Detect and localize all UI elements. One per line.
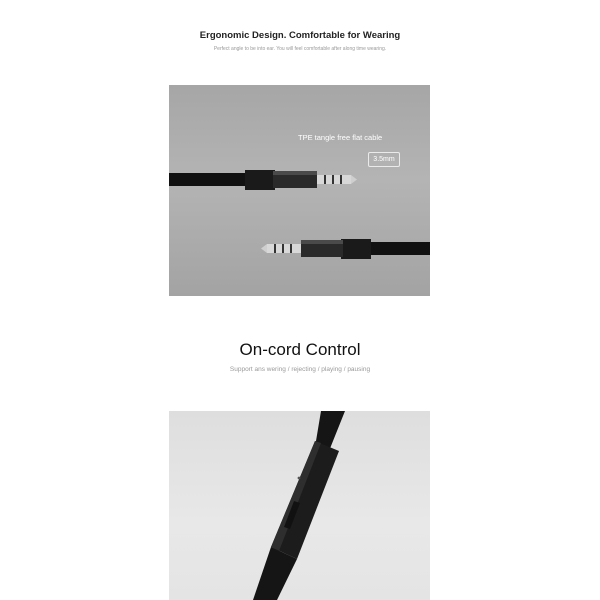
section-subtitle-ergonomic: Perfect angle to be into ear. You will feel comfortable after along time wearing. <box>213 46 387 52</box>
upper-jack-strain-relief <box>245 170 275 190</box>
section-subtitle-on-cord-control: Support ans wering / rejecting / playing / pausing <box>229 366 371 373</box>
lower-flat-cable <box>369 242 430 255</box>
cable-photo-panel <box>169 85 430 296</box>
lower-jack-strain-relief <box>341 239 371 259</box>
cable-jacks-illustration <box>169 85 430 296</box>
section-title-ergonomic: Ergonomic Design. Comfortable for Wearing <box>199 30 401 41</box>
jack-size-badge: 3.5mm <box>368 152 400 167</box>
microphone-hole-icon <box>298 477 301 480</box>
section-title-on-cord-control: On-cord Control <box>239 340 361 359</box>
in-line-remote-illustration <box>169 411 430 600</box>
upper-jack-plug <box>317 175 357 184</box>
cable-label: TPE tangle free flat cable <box>298 133 383 142</box>
remote-photo-panel <box>169 411 430 600</box>
in-line-remote <box>271 441 339 559</box>
lower-jack-plug <box>261 244 301 253</box>
upper-flat-cable <box>169 173 249 186</box>
